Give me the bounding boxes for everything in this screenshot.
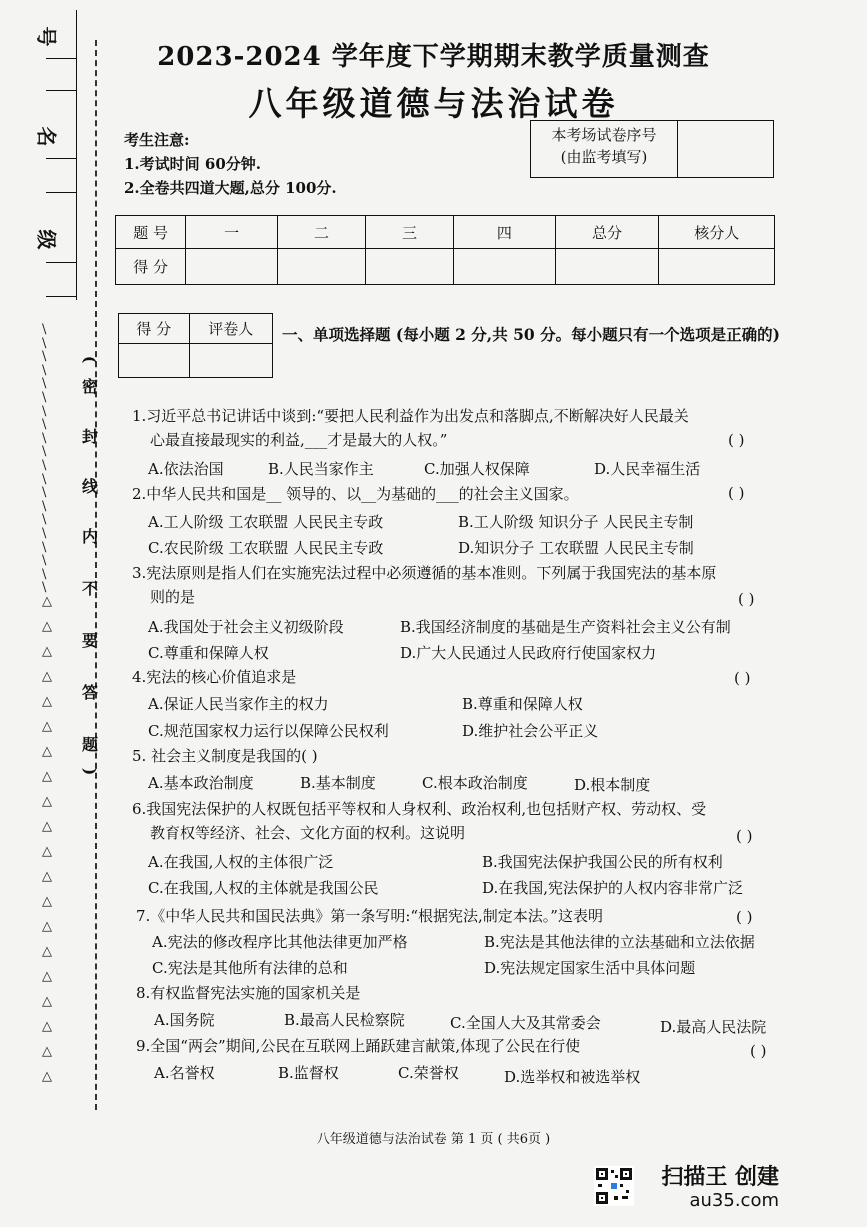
qr-code-icon [594,1166,634,1206]
binding-mark-triangle: △ [42,644,52,659]
binding-char: ( [80,355,100,364]
question-1-stem-line-1: 1.习近平总书记讲话中谈到:“要把人民利益作为出发点和落脚点,不断解决好人民最关 [132,407,689,425]
question-4-option-C: C.规范国家权力运行以保障公民权利 [148,722,389,740]
grader-box-grader-label: 评卷人 [189,314,272,344]
page-footer: 八年级道德与法治试卷 第 1 页 ( 共6页 ) [316,1132,551,1147]
question-2-answer-blank[interactable]: ( ) [728,484,745,502]
binding-char: 要 [82,631,99,650]
question-9-option-B: B.监督权 [278,1064,339,1082]
student-field-blank[interactable] [46,262,76,263]
question-6-option-A: A.在我国,人权的主体很广泛 [148,853,334,871]
score-table-header-1: 一 [186,216,278,249]
student-field-label: 名 [34,126,59,147]
student-field-blank[interactable] [46,296,76,297]
question-3-stem-line-1: 3.宪法原则是指人们在实施宪法过程中必须遵循的基本准则。下列属于我国宪法的基本原 [132,564,717,582]
question-2-option-C: C.农民阶级 工农联盟 人民民主专政 [148,539,384,557]
exam-title-line2: 八年级道德与法治试卷 [248,84,619,123]
question-4-answer-blank[interactable]: ( ) [734,669,751,687]
binding-mark-triangle: △ [42,694,52,709]
binding-mark-triangle: △ [42,1044,52,1059]
binding-mark-triangle: △ [42,594,52,609]
binding-mark-slash: \ [42,553,47,569]
question-2-stem-line-1: 2.中华人民共和国是__ 领导的、以__为基础的___的社会主义国家。 [132,485,579,503]
question-3-option-B: B.我国经济制度的基础是生产资料社会主义公有制 [400,618,731,636]
binding-mark-slash: \ [42,498,47,514]
binding-char: 内 [82,527,99,546]
question-9-option-A: A.名誉权 [154,1064,215,1082]
grader-box-score-label: 得 分 [119,314,190,344]
binding-mark-triangle: △ [42,619,52,634]
question-3-option-D: D.广大人民通过人民政府行使国家权力 [400,644,657,662]
question-1-option-B: B.人民当家作主 [268,460,374,478]
score-table-header-2: 二 [278,216,366,249]
binding-mark-triangle: △ [42,669,52,684]
question-8-option-C: C.全国人大及其常委会 [450,1014,601,1032]
binding-char: 答 [82,683,99,702]
question-2-option-A: A.工人阶级 工农联盟 人民民主专政 [148,513,384,531]
binding-char: ) [80,767,100,776]
binding-char: 密 [82,377,99,396]
student-field-blank[interactable] [46,192,76,193]
binding-mark-slash: \ [42,526,47,541]
notice-item-1: 1.考试时间 60分钟. [124,155,261,173]
question-1-option-C: C.加强人权保障 [424,460,530,478]
question-8-option-D: D.最高人民法院 [660,1018,767,1036]
binding-mark-triangle: △ [42,1069,52,1084]
binding-char: 不 [82,579,99,598]
score-table-row-label: 得 分 [116,249,186,285]
question-7-option-D: D.宪法规定国家生活中具体问题 [484,959,696,977]
score-table-header-0: 题 号 [116,216,186,249]
question-9-option-D: D.选举权和被选举权 [504,1068,641,1086]
score-table-header-5: 总分 [555,216,659,249]
question-7-answer-blank[interactable]: ( ) [736,908,753,926]
exam-title-line1: 2023-2024 学年度下学期期末教学质量测查 [157,42,710,72]
question-4-option-A: A.保证人民当家作主的权力 [148,695,329,713]
score-cell[interactable] [278,249,366,285]
grader-name-cell[interactable] [189,344,272,378]
student-field-blank[interactable] [46,158,76,159]
question-1-option-A: A.依法治国 [148,460,224,478]
question-9-option-C: C.荣誉权 [398,1064,459,1082]
question-7-stem-line-1: 7.《中华人民共和国民法典》第一条写明:“根据宪法,制定本法。”这表明 [136,907,603,925]
question-7-option-A: A.宪法的修改程序比其他法律更加严格 [152,933,408,951]
binding-mark-triangle: △ [42,769,52,784]
seat-number-label [531,124,677,168]
binding-mark-triangle: △ [42,869,52,884]
score-table-header-3: 三 [366,216,454,249]
question-1-answer-blank[interactable]: ( ) [728,431,745,449]
question-6-stem-line-2: 教育权等经济、社会、文化方面的权利。这说明 [150,824,466,842]
question-1-option-D: D.人民幸福生活 [594,460,701,478]
score-cell[interactable] [366,249,454,285]
question-5-option-D: D.根本制度 [574,776,651,794]
binding-mark-triangle: △ [42,794,52,809]
question-4-option-D: D.维护社会公平正义 [462,722,599,740]
binding-mark-slash: \ [42,349,47,365]
student-field-blank[interactable] [46,58,76,59]
question-4-stem-line-1: 4.宪法的核心价值追求是 [132,668,297,686]
binding-mark-slash: \ [42,430,47,446]
question-5-option-B: B.基本制度 [300,774,376,792]
score-cell[interactable] [659,249,775,285]
binding-char: 题 [82,735,99,754]
question-6-answer-blank[interactable]: ( ) [736,827,753,845]
binding-mark-slash: \ [42,458,47,473]
question-5-stem-line-1: 5. 社会主义制度是我国的( ) [132,747,318,765]
binding-mark-slash: \ [42,444,47,460]
question-2-option-B: B.工人阶级 知识分子 人民民主专制 [458,513,694,531]
question-8-stem-line-1: 8.有权监督宪法实施的国家机关是 [136,984,361,1002]
binding-mark-slash: \ [42,471,47,487]
question-3-answer-blank[interactable]: ( ) [738,590,755,608]
binding-dashed-line [95,40,97,1110]
watermark-brand: 扫描王 创建 [661,1165,779,1190]
binding-mark-slash: \ [42,390,47,405]
binding-mark-triangle: △ [42,744,52,759]
question-9-stem-line-1: 9.全国“两会”期间,公民在互联网上踊跃建言献策,体现了公民在行使 [136,1037,581,1055]
student-field-blank[interactable] [46,90,76,91]
notice-heading: 考生注意: [124,131,190,149]
question-2-option-D: D.知识分子 工农联盟 人民民主专制 [458,539,694,557]
score-table-header-6: 核分人 [659,216,775,249]
seat-number-input-cell[interactable] [677,121,678,177]
score-table [115,215,775,285]
section1-title: 一、单项选择题 (每小题 2 分,共 50 分。每小题只有一个选项是正确的) [282,325,780,344]
binding-mark-triangle: △ [42,919,52,934]
binding-mark-slash: \ [42,376,47,392]
binding-mark-slash: \ [42,485,47,501]
question-6-option-C: C.在我国,人权的主体就是我国公民 [148,879,379,897]
score-cell[interactable] [186,249,278,285]
binding-mark-slash: \ [42,417,47,433]
question-8-option-B: B.最高人民检察院 [284,1011,405,1029]
question-6-stem-line-1: 6.我国宪法保护的人权既包括平等权和人身权利、政治权利,也包括财产权、劳动权、受 [132,800,707,818]
binding-char: 封 [82,427,99,446]
seat-number-box [530,120,774,178]
binding-mark-triangle: △ [42,944,52,959]
grader-score-cell[interactable] [119,344,190,378]
score-cell[interactable] [453,249,555,285]
question-9-answer-blank[interactable]: ( ) [750,1042,767,1060]
question-7-option-C: C.宪法是其他所有法律的总和 [152,959,348,977]
score-cell[interactable] [555,249,659,285]
binding-mark-slash: \ [42,580,47,596]
binding-mark-slash: \ [42,335,47,351]
student-field-label: 号 [34,26,59,47]
question-6-option-D: D.在我国,宪法保护的人权内容非常广泛 [482,879,744,897]
binding-char: 线 [82,477,99,496]
question-6-option-B: B.我国宪法保护我国公民的所有权利 [482,853,723,871]
binding-mark-slash: \ [42,403,47,419]
watermark-site: au35.com [689,1190,779,1211]
question-7-option-B: B.宪法是其他法律的立法基础和立法依据 [484,933,755,951]
notice-item-2: 2.全卷共四道大题,总分 100分. [124,179,337,197]
question-3-option-A: A.我国处于社会主义初级阶段 [148,618,344,636]
student-field-border [76,10,77,300]
binding-mark-slash: \ [42,362,47,378]
binding-mark-triangle: △ [42,1019,52,1034]
student-field-label: 级 [34,229,59,250]
binding-mark-triangle: △ [42,894,52,909]
question-5-option-A: A.基本政治制度 [148,774,254,792]
binding-mark-triangle: △ [42,994,52,1009]
binding-mark-slash: \ [42,322,47,337]
binding-mark-triangle: △ [42,819,52,834]
binding-mark-slash: \ [42,512,47,528]
binding-mark-triangle: △ [42,719,52,734]
binding-mark-slash: \ [42,539,47,555]
question-3-option-C: C.尊重和保障人权 [148,644,269,662]
score-table-header-4: 四 [453,216,555,249]
question-3-stem-line-2: 则的是 [150,588,196,606]
question-5-option-C: C.根本政治制度 [422,774,528,792]
binding-mark-triangle: △ [42,969,52,984]
seat-number-label-line2: (由监考填写) [560,148,648,166]
binding-mark-slash: \ [42,566,47,582]
question-1-stem-line-2: 心最直接最现实的利益,___才是最大的人权。” [150,431,448,449]
binding-mark-triangle: △ [42,844,52,859]
seat-number-label-line1: 本考场试卷序号 [551,126,657,144]
question-8-option-A: A.国务院 [154,1011,215,1029]
grader-box [118,313,273,378]
question-4-option-B: B.尊重和保障人权 [462,695,583,713]
